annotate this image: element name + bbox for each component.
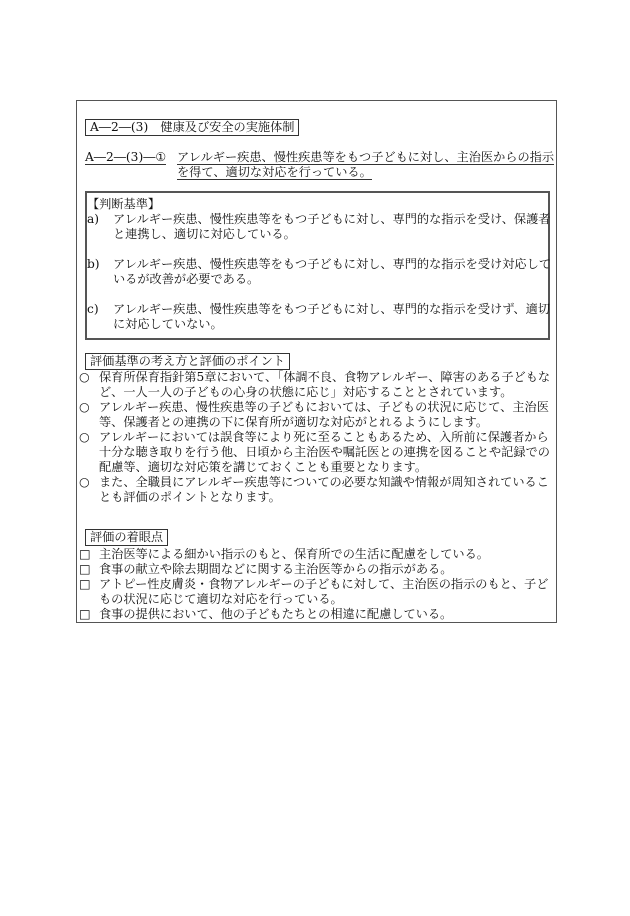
- item-number: A―2―(3)―①: [85, 150, 167, 164]
- criteria-b-line-2: いるが改善が必要である。: [113, 272, 260, 286]
- point-3: ○ アレルギーにおいては誤食等により死に至ることもあるため、入所前に保護者から: [79, 430, 549, 444]
- focus-item-3-line-2: もの状況に応じて適切な対応を行っている。: [99, 592, 343, 606]
- points-heading: 評価基準の考え方と評価のポイント: [85, 353, 290, 370]
- focus-item-1: □ 主治医等による細かい指示のもと、保育所での生活に配慮をしている。: [79, 547, 489, 561]
- criteria-a-line-2: と連携し、適切に対応している。: [113, 227, 296, 241]
- point-1-line-2: ど、一人一人の子どもの心身の状態に応じ」対応することとされています。: [99, 385, 513, 399]
- item-title-line-2: を得て、適切な対応を行っている。: [177, 165, 372, 179]
- section-title: A―2―(3) 健康及び安全の実施体制: [85, 119, 299, 136]
- focus-heading: 評価の着眼点: [85, 529, 168, 546]
- criteria-b: b) アレルギー疾患、慢性疾患等をもつ子どもに対し、専門的な指示を受け対応して: [87, 257, 551, 271]
- point-3-line-2: 十分な聴き取りを行う他、日頃から主治医や嘱託医との連携を図ることや記録での: [99, 445, 550, 459]
- point-2: ○ アレルギー疾患、慢性疾患等の子どもにおいては、子どもの状況に応じて、主治医: [79, 400, 549, 414]
- item-title-line-1: アレルギー疾患、慢性疾患等をもつ子どもに対し、主治医からの指示: [177, 150, 555, 164]
- point-3-line-3: 配慮等、適切な対応策を講じておくことも重要となります。: [99, 460, 428, 474]
- focus-item-4: □ 食事の提供において、他の子どもたちとの相違に配慮している。: [79, 607, 453, 621]
- point-1: ○ 保育所保育指針第5章において、「体調不良、食物アレルギー、障害のある子どもな: [79, 370, 551, 384]
- focus-item-2: □ 食事の献立や除去期間などに関する主治医等からの指示がある。: [79, 562, 453, 576]
- evaluation-sheet: [76, 100, 557, 623]
- criteria-heading: 【判断基準】: [87, 197, 161, 211]
- point-4-line-2: とも評価のポイントとなります。: [99, 490, 281, 504]
- focus-item-3: □ アトピー性皮膚炎・食物アレルギーの子どもに対して、主治医の指示のもと、子ど: [79, 577, 549, 591]
- point-2-line-2: 等、保護者との連携の下に保育所が適切な対応がとれるようにします。: [99, 415, 489, 429]
- point-4: ○ また、全職員にアレルギー疾患等についての必要な知識や情報が周知されているこ: [79, 475, 549, 489]
- criteria-c-line-2: に対応していない。: [113, 317, 223, 331]
- criteria-a: a) アレルギー疾患、慢性疾患等をもつ子どもに対し、専門的な指示を受け、保護者: [87, 212, 551, 226]
- criteria-c: c) アレルギー疾患、慢性疾患等をもつ子どもに対し、専門的な指示を受けず、適切: [87, 302, 550, 316]
- criteria-box: [85, 191, 550, 340]
